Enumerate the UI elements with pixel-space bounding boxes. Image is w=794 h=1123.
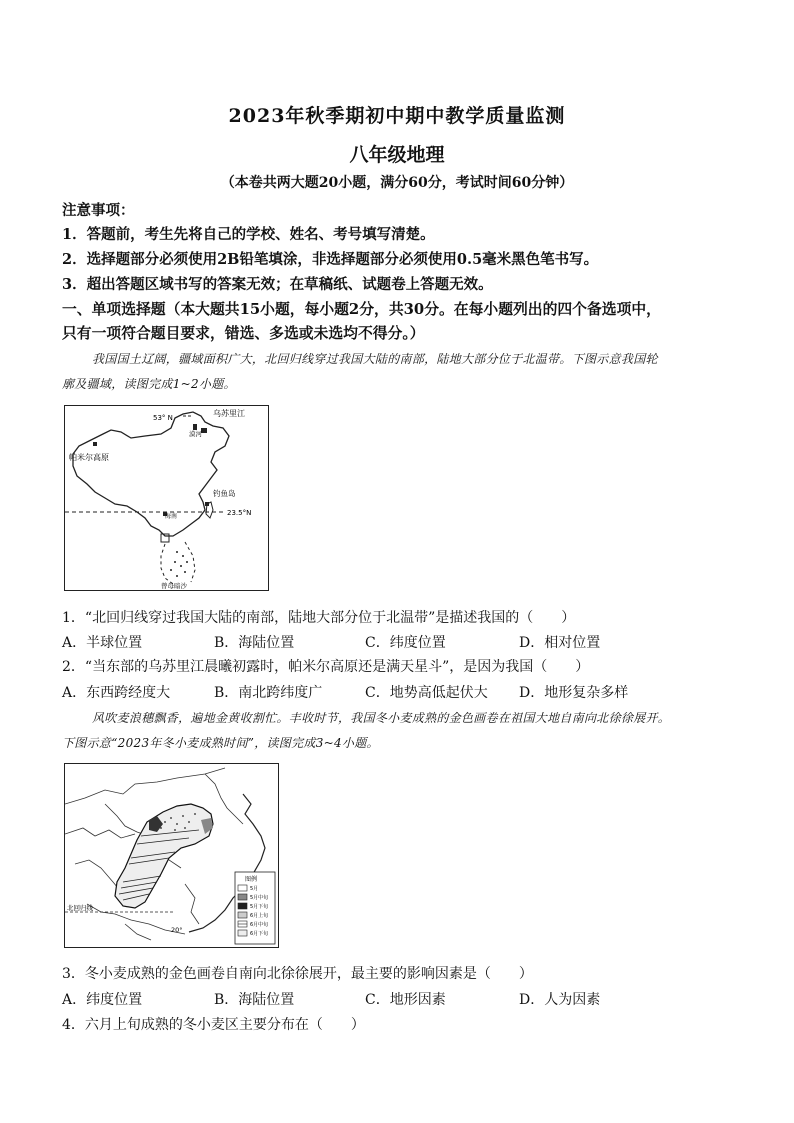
- label-pamir: 帕米尔高原: [69, 453, 109, 462]
- label-20deg: 20°: [171, 926, 183, 934]
- question-3-option-a[interactable]: A．纬度位置: [62, 992, 143, 1008]
- material-intro-cont: 廓及疆域，读图完成1~2小题。: [62, 377, 236, 391]
- label-tropic: 北回归线: [67, 904, 93, 912]
- label-53n: 53° N: [153, 414, 173, 422]
- page-subtitle: 八年级地理: [349, 144, 445, 166]
- label-tropic: 23.5°N: [227, 509, 252, 517]
- question-2-option-b[interactable]: B．南北跨纬度广: [214, 685, 323, 701]
- question-1-option-c[interactable]: C．纬度位置: [365, 635, 446, 651]
- question-2-option-d[interactable]: D．地形复杂多样: [519, 685, 629, 701]
- question-2-stem: 2．“当东部的乌苏里江晨曦初露时，帕米尔高原还是满天星斗”，是因为我国（ ）: [62, 659, 590, 675]
- note-item: 1．答题前，考生先将自己的学校、姓名、考号填写清楚。: [62, 226, 435, 243]
- question-1-option-d[interactable]: D．相对位置: [519, 635, 601, 651]
- question-4-stem: 4．六月上旬成熟的冬小麦区主要分布在（ ）: [62, 1017, 365, 1033]
- legend-item: 5月中旬: [250, 895, 269, 901]
- label-diaoyu: 钓鱼岛: [213, 489, 236, 498]
- south-china-sea-boundary: [161, 542, 195, 584]
- legend-title: 图例: [245, 876, 258, 883]
- china-territory-map: [64, 405, 269, 591]
- note-item: 3．超出答题区域书写的答案无效；在草稿纸、试题卷上答题无效。: [62, 276, 493, 293]
- note-item: 2．选择题部分必须使用2B铅笔填涂，非选择题部分必须使用0.5毫米黑色笔书写。: [62, 251, 599, 268]
- exam-scope: （本卷共两大题20小题，满分60分，考试时间60分钟）: [220, 175, 574, 191]
- page-title: 2023年秋季期初中期中教学质量监测: [228, 105, 566, 127]
- legend-item: 5月下旬: [250, 904, 269, 910]
- map-legend: [235, 872, 275, 944]
- material-intro-2-cont: 下图示意“2023年冬小麦成熟时间”，读图完成3~4小题。: [62, 736, 379, 750]
- question-1-option-b[interactable]: B．海陆位置: [214, 635, 295, 651]
- label-mohe: 漠河: [189, 430, 202, 438]
- winter-wheat-map: [64, 763, 279, 948]
- material-intro: 我国国土辽阔，疆域面积广大，北回归线穿过我国大陆的南部，陆地大部分位于北温带。下图示意我国轮: [92, 352, 658, 366]
- question-3-option-c[interactable]: C．地形因素: [365, 992, 446, 1008]
- question-3-option-d[interactable]: D．人为因素: [519, 992, 601, 1008]
- legend-item: 6月下旬: [250, 931, 269, 937]
- material-intro-2: 风吹麦浪穗飘香，遍地金黄收割忙。丰收时节，我国冬小麦成熟的金色画卷在祖国大地自南向北徐徐展开。: [92, 711, 671, 725]
- notes-heading: 注意事项：: [62, 202, 135, 219]
- legend-item: 5月: [250, 886, 259, 892]
- label-wusuli: 乌苏里江: [213, 409, 245, 418]
- legend-item: 6月上旬: [250, 913, 269, 919]
- question-1-option-a[interactable]: A．半球位置: [62, 635, 143, 651]
- question-2-option-a[interactable]: A．东西跨经度大: [62, 685, 171, 701]
- label-zengmu: 曾母暗沙: [161, 582, 187, 590]
- question-1-stem: 1．“北回归线穿过我国大陆的南部，陆地大部分位于北温带”是描述我国的（ ）: [62, 610, 576, 626]
- label-hainan: 海南: [165, 513, 178, 520]
- section-heading: 一、单项选择题（本大题共15小题，每小题2分，共30分。在每小题列出的四个备选项中，: [62, 301, 661, 318]
- question-3-stem: 3．冬小麦成熟的金色画卷自南向北徐徐展开，最主要的影响因素是（ ）: [62, 966, 533, 982]
- section-heading-cont: 只有一项符合题目要求，错选、多选或未选均不得分。）: [62, 325, 425, 342]
- question-2-option-c[interactable]: C．地势高低起伏大: [365, 685, 488, 701]
- question-3-option-b[interactable]: B．海陆位置: [214, 992, 295, 1008]
- legend-item: 6月中旬: [250, 922, 269, 928]
